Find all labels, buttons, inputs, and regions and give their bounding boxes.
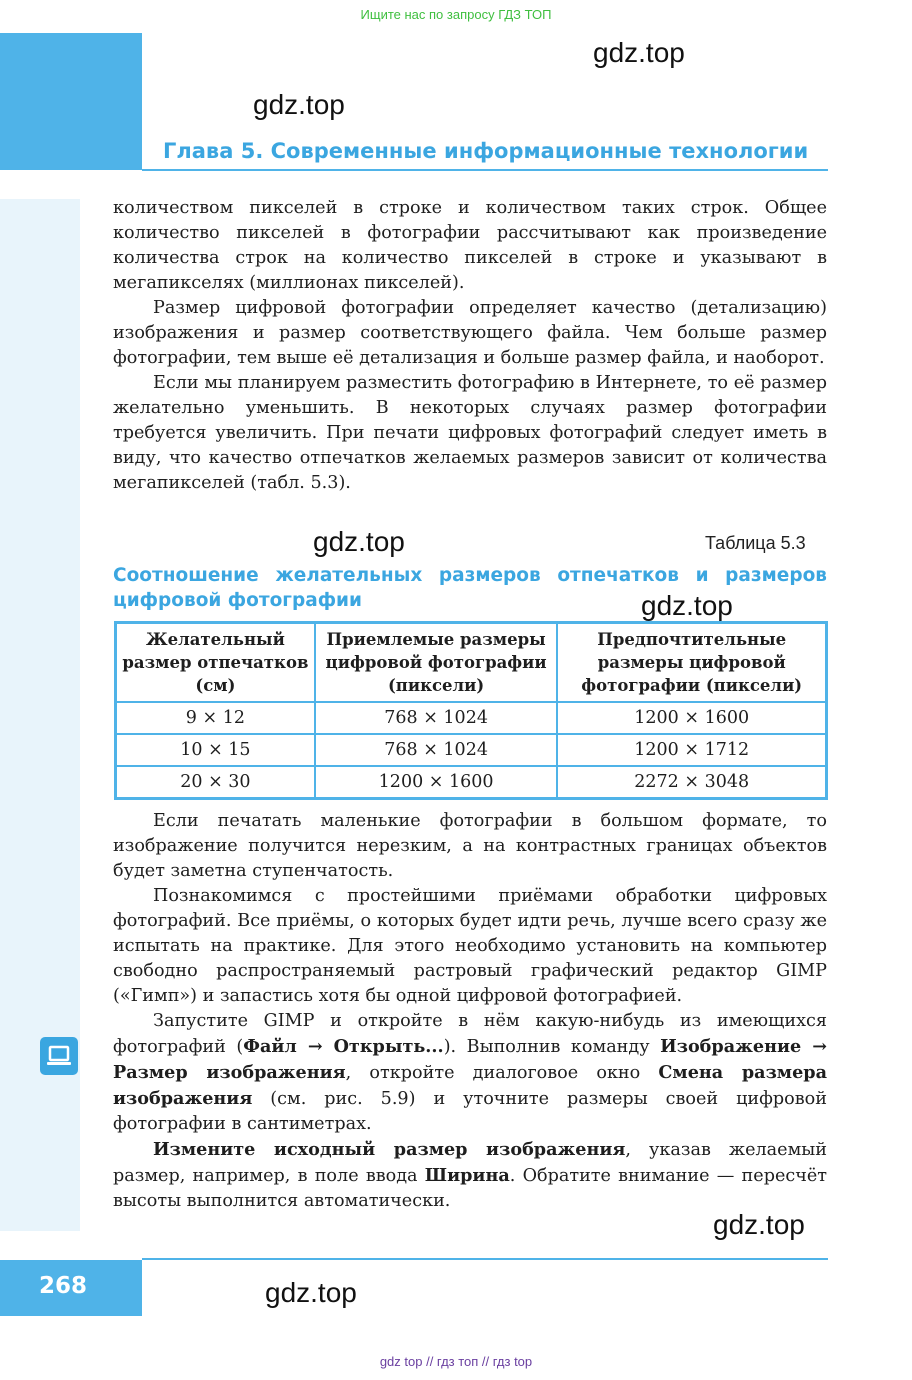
table-row xyxy=(116,702,827,734)
header-color-block xyxy=(0,33,142,170)
laptop-icon xyxy=(40,1037,78,1075)
bottom-note: gdz top // гдз топ // гдз top xyxy=(379,1354,533,1369)
paragraph: Если мы планируем разместить фотографию в Интернете, то её размер желательно уменьшить. В некоторых случаях размер фотографии требуется увеличить. При печати цифровых фотографий следует иметь в виду, что качество отпечатков желаемых размеров зависит от количества мегапикселей (табл. 5.3). xyxy=(113,373,827,493)
watermark: gdz.top xyxy=(713,1209,805,1240)
paragraph-resize-instructions xyxy=(113,1137,827,1214)
text-run: , откройте диалоговое окно xyxy=(345,1063,659,1083)
text-run: (см. рис. 5.9) и уточните размеры своей цифровой фотографии в сантиметрах. xyxy=(113,1089,827,1134)
table-row xyxy=(116,766,827,799)
table-header-cell: Приемлемые размеры цифровой фотографии (пиксели) xyxy=(315,623,558,703)
pixel-size-table xyxy=(114,621,828,800)
table-cell: 1200 × 1600 xyxy=(557,702,826,734)
table-label: Таблица 5.3 xyxy=(705,533,806,553)
text-run: , указав желаемый размер, например, в поле ввода xyxy=(113,1140,827,1186)
top-note: Ищите нас по запросу ГДЗ ТОП xyxy=(360,7,552,22)
watermark: gdz.top xyxy=(265,1277,357,1308)
body-text-top xyxy=(113,196,827,496)
table-cell: 1200 × 1600 xyxy=(315,766,558,799)
table-header-cell: Желательный размер отпечатков (см) xyxy=(116,623,315,703)
paragraph: Размер цифровой фотографии определяет качество (детализацию) изображения и размер соответствующего файла. Чем больше размер фотографии, тем выше её детализация и больше размер файла, и наоборот. xyxy=(113,298,827,368)
watermark: gdz.top xyxy=(253,89,345,120)
chapter-title: Глава 5. Современные информационные технологии xyxy=(163,139,809,163)
table-row xyxy=(116,734,827,766)
instruction: Измените исходный размер изображения xyxy=(153,1139,626,1160)
table-cell: 1200 × 1712 xyxy=(557,734,826,766)
table-cell: 2272 × 3048 xyxy=(557,766,826,799)
table-header-row xyxy=(116,623,827,703)
paragraph: Познакомимся с простейшими приёмами обработки цифровых фотографий. Все приёмы, о которых будет идти речь, лучше всего сразу же испытать на практике. Для этого необходимо установить на компьютер свободно распространяемый растровый графический редактор GIMP («Гимп») и запастись хотя бы одной цифровой фотографией. xyxy=(113,886,827,1006)
table-cell: 9 × 12 xyxy=(116,702,315,734)
menu-command: Изображение → Размер изображения xyxy=(113,1036,827,1083)
header-divider xyxy=(142,169,828,171)
watermark: gdz.top xyxy=(313,526,405,557)
table-cell: 10 × 15 xyxy=(116,734,315,766)
paragraph: Если печатать маленькие фотографии в большом формате, то изображение получится нерезким, а на контрастных границах объектов будет заметна ступенчатость. xyxy=(113,811,827,881)
text-run: . Обратите внимание — пересчёт высоты выполнится автоматически. xyxy=(113,1166,827,1211)
page-number: 268 xyxy=(38,1273,87,1299)
paragraph: количеством пикселей в строке и количеством таких строк. Общее количество пикселей в фотографии рассчитывают как произведение количества строк на количество пикселей в строке и указывают в мегапикселях (миллионах пикселей). xyxy=(113,198,827,293)
table-cell: 768 × 1024 xyxy=(315,734,558,766)
footer-divider xyxy=(142,1258,828,1260)
body-text-bottom xyxy=(113,809,827,1214)
text-run: Запустите GIMP и откройте в нём какую-нибудь из имеющихся фотографий ( xyxy=(113,1011,827,1057)
watermark: gdz.top xyxy=(641,590,733,621)
table-header-cell: Предпочтительные размеры цифровой фотографии (пиксели) xyxy=(557,623,826,703)
dialog-name: Смена размера изображения xyxy=(113,1062,827,1109)
paragraph-gimp-instructions xyxy=(113,1009,827,1137)
field-name: Ширина xyxy=(424,1165,510,1186)
watermark: gdz.top xyxy=(593,37,685,68)
side-strip xyxy=(0,199,80,1231)
table-cell: 768 × 1024 xyxy=(315,702,558,734)
text-run: ). Выполнив команду xyxy=(443,1037,661,1057)
menu-command: Файл → Открыть... xyxy=(243,1036,444,1057)
table-caption: Соотношение желательных размеров отпечатков и размеров цифровой фотографии xyxy=(113,565,827,611)
table-cell: 20 × 30 xyxy=(116,766,315,799)
